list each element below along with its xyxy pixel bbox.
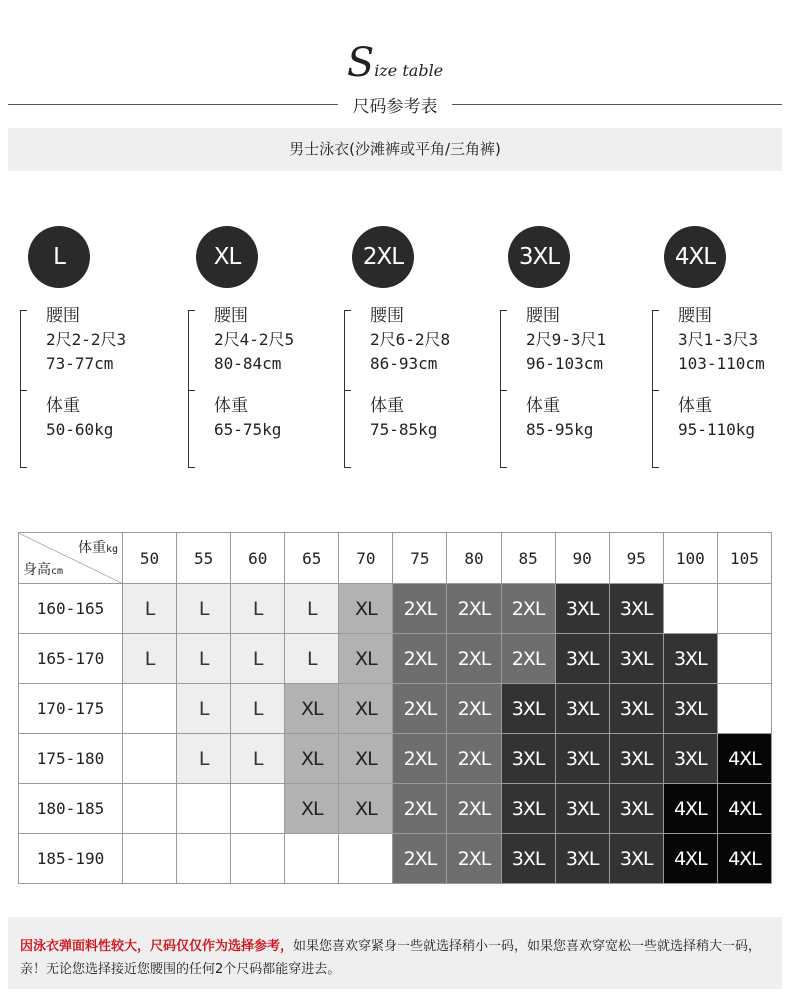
size-cell: 3XL <box>555 784 609 834</box>
weight-column-header: 85 <box>501 533 555 584</box>
empty-cell <box>231 784 285 834</box>
size-cell: 3XL <box>501 684 555 734</box>
size-cell: L <box>231 634 285 684</box>
size-cell: 3XL <box>663 684 717 734</box>
waist-label: 腰围 <box>46 306 80 326</box>
size-cell: L <box>177 684 231 734</box>
size-cell: 3XL <box>555 584 609 634</box>
size-cell: XL <box>285 684 339 734</box>
weight-range: 50-60kg <box>46 420 114 439</box>
size-cell: 4XL <box>663 784 717 834</box>
weight-label: 体重 <box>678 396 712 416</box>
size-cell: 4XL <box>717 734 771 784</box>
height-row-header: 185-190 <box>19 834 123 884</box>
script-rest: ize table <box>374 61 444 80</box>
size-badge-l: L <box>28 226 90 288</box>
size-cell: L <box>177 734 231 784</box>
size-cell: 2XL <box>501 584 555 634</box>
title-row <box>8 92 782 116</box>
waist-chi: 2尺6-2尺8 <box>370 330 451 349</box>
size-spec-xl <box>188 304 348 464</box>
size-cell: 2XL <box>447 584 501 634</box>
spec-bracket <box>188 310 195 468</box>
height-row-header: 180-185 <box>19 784 123 834</box>
size-spec-3xl <box>500 304 660 464</box>
size-cell: XL <box>339 684 393 734</box>
spec-bracket <box>652 310 659 468</box>
empty-cell <box>177 784 231 834</box>
size-chart-table <box>18 532 772 884</box>
size-cell: 2XL <box>447 734 501 784</box>
size-cell: 2XL <box>393 684 447 734</box>
note-text: 如果您喜欢穿紧身一些就选择稍小一码，如果您喜欢穿宽松一些就选择稍大一码，亲！无论您选择接近您腰围的任何2个尺码都能穿进去。 <box>20 939 762 977</box>
weight-range: 65-75kg <box>214 420 282 439</box>
waist-chi: 2尺2-2尺3 <box>46 330 127 349</box>
size-cell: 3XL <box>501 784 555 834</box>
size-cell: XL <box>285 734 339 784</box>
size-cell: 3XL <box>663 634 717 684</box>
weight-column-header: 95 <box>609 533 663 584</box>
page-title: 尺码参考表 <box>352 97 438 117</box>
waist-label: 腰围 <box>214 306 248 326</box>
size-badge-2xl: 2XL <box>352 226 414 288</box>
size-advice-note <box>8 917 782 989</box>
waist-chi: 2尺4-2尺5 <box>214 330 295 349</box>
size-cell: 3XL <box>609 834 663 884</box>
size-cell: 3XL <box>663 734 717 784</box>
size-spec-l <box>20 304 180 464</box>
weight-column-header: 60 <box>231 533 285 584</box>
size-cell: L <box>285 634 339 684</box>
size-cell: XL <box>339 734 393 784</box>
product-subtitle: 男士泳衣(沙滩裤或平角/三角裤) <box>8 128 782 171</box>
size-cell: 3XL <box>609 684 663 734</box>
size-cell: XL <box>285 784 339 834</box>
table-row <box>19 684 772 734</box>
weight-column-header: 65 <box>285 533 339 584</box>
size-cell: 3XL <box>609 784 663 834</box>
table-header-row <box>19 533 772 584</box>
size-cell: 3XL <box>555 734 609 784</box>
weight-range: 95-110kg <box>678 420 756 439</box>
empty-cell <box>123 784 177 834</box>
size-cell: XL <box>339 634 393 684</box>
script-initial: S <box>346 40 375 86</box>
size-cell: 4XL <box>717 834 771 884</box>
size-badge-4xl: 4XL <box>664 226 726 288</box>
size-cell: 4XL <box>717 784 771 834</box>
table-row <box>19 584 772 634</box>
size-cell: L <box>285 584 339 634</box>
size-cell: 3XL <box>555 634 609 684</box>
size-cell: 3XL <box>555 834 609 884</box>
weight-range: 85-95kg <box>526 420 594 439</box>
weight-label: 体重 <box>46 396 80 416</box>
size-cell: L <box>231 684 285 734</box>
size-cell: 3XL <box>501 734 555 784</box>
size-cell: L <box>123 634 177 684</box>
title-divider-right <box>452 104 782 105</box>
size-cell: 3XL <box>609 634 663 684</box>
spec-bracket <box>500 310 507 468</box>
table-row <box>19 634 772 684</box>
waist-cm: 80-84cm <box>214 354 282 373</box>
size-cell: 4XL <box>663 834 717 884</box>
spec-bracket <box>344 310 351 468</box>
size-cell: 2XL <box>501 634 555 684</box>
waist-cm: 103-110cm <box>678 354 765 373</box>
weight-label: 体重 <box>526 396 560 416</box>
empty-cell <box>717 634 771 684</box>
empty-cell <box>285 834 339 884</box>
weight-column-header: 55 <box>177 533 231 584</box>
waist-cm: 86-93cm <box>370 354 438 373</box>
weight-label: 体重 <box>214 396 248 416</box>
size-cell: L <box>123 584 177 634</box>
size-cell: L <box>177 634 231 684</box>
size-cell: 2XL <box>447 784 501 834</box>
size-cell: 2XL <box>393 634 447 684</box>
size-cell: 2XL <box>393 834 447 884</box>
empty-cell <box>123 734 177 784</box>
size-cell: 2XL <box>393 734 447 784</box>
empty-cell <box>339 834 393 884</box>
weight-column-header: 80 <box>447 533 501 584</box>
weight-column-header: 105 <box>717 533 771 584</box>
size-cell: 3XL <box>501 834 555 884</box>
table-corner-cell <box>19 533 123 584</box>
size-spec-4xl <box>652 304 790 464</box>
size-cell: XL <box>339 784 393 834</box>
size-cell: 2XL <box>447 634 501 684</box>
height-axis-header: 身高cm <box>23 562 64 578</box>
waist-label: 腰围 <box>678 306 712 326</box>
weight-column-header: 75 <box>393 533 447 584</box>
empty-cell <box>123 684 177 734</box>
height-row-header: 175-180 <box>19 734 123 784</box>
size-table-script-title <box>0 40 790 86</box>
weight-axis-header: 体重kg <box>77 540 118 556</box>
empty-cell <box>717 584 771 634</box>
size-cell: L <box>231 734 285 784</box>
size-cell: L <box>231 584 285 634</box>
waist-chi: 3尺1-3尺3 <box>678 330 759 349</box>
height-row-header: 170-175 <box>19 684 123 734</box>
weight-column-header: 70 <box>339 533 393 584</box>
empty-cell <box>231 834 285 884</box>
table-row <box>19 834 772 884</box>
waist-cm: 73-77cm <box>46 354 114 373</box>
size-spec-2xl <box>344 304 504 464</box>
size-cell: XL <box>339 584 393 634</box>
empty-cell <box>717 684 771 734</box>
size-cell: 2XL <box>447 834 501 884</box>
size-badge-3xl: 3XL <box>508 226 570 288</box>
weight-column-header: 90 <box>555 533 609 584</box>
size-cell: 3XL <box>609 584 663 634</box>
height-row-header: 160-165 <box>19 584 123 634</box>
waist-label: 腰围 <box>526 306 560 326</box>
waist-chi: 2尺9-3尺1 <box>526 330 607 349</box>
height-row-header: 165-170 <box>19 634 123 684</box>
empty-cell <box>663 584 717 634</box>
weight-range: 75-85kg <box>370 420 438 439</box>
size-cell: 3XL <box>609 734 663 784</box>
size-badge-xl: XL <box>196 226 258 288</box>
weight-column-header: 100 <box>663 533 717 584</box>
table-row <box>19 734 772 784</box>
size-cell: 3XL <box>555 684 609 734</box>
size-cell: 2XL <box>393 584 447 634</box>
weight-column-header: 50 <box>123 533 177 584</box>
empty-cell <box>123 834 177 884</box>
size-cell: L <box>177 584 231 634</box>
waist-label: 腰围 <box>370 306 404 326</box>
waist-cm: 96-103cm <box>526 354 604 373</box>
size-cell: 2XL <box>393 784 447 834</box>
note-highlight: 因泳衣弹面料性较大，尺码仅仅作为选择参考， <box>20 939 294 954</box>
empty-cell <box>177 834 231 884</box>
table-row <box>19 784 772 834</box>
size-cell: 2XL <box>447 684 501 734</box>
spec-bracket <box>20 310 27 468</box>
weight-label: 体重 <box>370 396 404 416</box>
